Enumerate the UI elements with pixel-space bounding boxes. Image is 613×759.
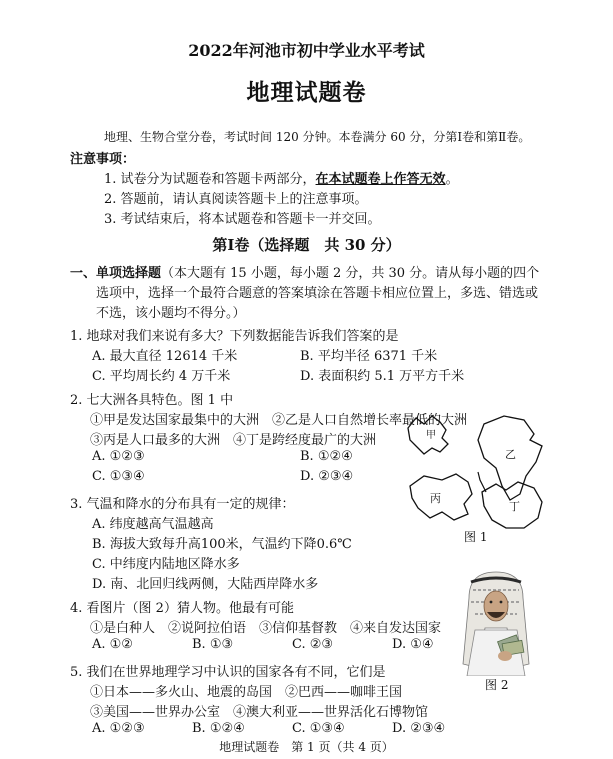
q1-option-a: A. 最大直径 12614 千米 xyxy=(92,349,238,364)
q4-option-d: D. ①④ xyxy=(392,637,434,652)
notes-item-1-text: 1. 试卷分为试题卷和答题卡两部分， xyxy=(104,172,316,187)
q2-option-a: A. ①②③ xyxy=(92,449,145,464)
q3-option-c: C. 中纬度内陆地区降水多 xyxy=(92,557,240,572)
q5-option-d: D. ②③④ xyxy=(392,721,446,736)
exam-title: 2022年河池市初中学业水平考试 xyxy=(188,41,425,60)
q2-option-d: D. ②③④ xyxy=(300,469,354,484)
exam-intro: 地理、生物合堂分卷，考试时间 120 分钟。本卷满分 60 分，分第Ⅰ卷和第Ⅱ卷。 xyxy=(104,130,531,144)
q2-statement-1: ①甲是发达国家最集中的大洲 ②乙是人口自然增长率最低的大洲 xyxy=(90,413,468,428)
q1-option-b: B. 平均半径 6371 千米 xyxy=(300,349,438,364)
q5-option-c: C. ①③④ xyxy=(292,721,345,736)
figure-2-person-photo xyxy=(455,568,537,676)
q2-statement-2: ③丙是人口最多的大洲 ④丁是跨经度最广的大洲 xyxy=(90,433,377,448)
notes-item-1-emphasis: 在本试题卷上作答无效 xyxy=(315,172,446,187)
q5-statement-2: ③美国——世界办公室 ④澳大利亚——世界活化石博物馆 xyxy=(90,705,429,720)
q5-stem: 5. 我们在世界地理学习中认识的国家各有不同，它们是 xyxy=(70,665,386,680)
figure-1-caption: 图 1 xyxy=(464,530,488,544)
part-heading-line xyxy=(70,262,539,281)
part-rule-3: 不选，该小题均不得分。） xyxy=(96,306,246,321)
figure-2-caption: 图 2 xyxy=(485,678,509,692)
label-bing: 丙 xyxy=(430,492,441,505)
notes-item-3: 3. 考试结束后，将本试题卷和答题卡一并交回。 xyxy=(104,212,381,227)
q3-option-b: B. 海拔大致每升高100米，气温约下降0.6℃ xyxy=(92,537,352,552)
q2-option-c: C. ①③④ xyxy=(92,469,145,484)
q1-option-d: D. 表面积约 5.1 万平方千米 xyxy=(300,369,465,384)
q2-stem: 2. 七大洲各具特色。图 1 中 xyxy=(70,393,234,408)
label-ding: 丁 xyxy=(509,500,520,513)
q4-stem: 4. 看图片（图 2）猜人物。他最有可能 xyxy=(70,601,294,616)
q4-option-c: C. ②③ xyxy=(292,637,334,652)
q3-stem: 3. 气温和降水的分布具有一定的规律： xyxy=(70,497,295,512)
q2-option-b: B. ①②④ xyxy=(300,449,353,464)
q4-option-a: A. ①② xyxy=(92,637,133,652)
q4-statements: ①是白种人 ②说阿拉伯语 ③信仰基督教 ④来自发达国家 xyxy=(90,621,442,636)
q3-option-d: D. 南、北回归线两侧，大陆西岸降水多 xyxy=(92,577,319,592)
paper-title: 地理试题卷 xyxy=(246,79,367,106)
q5-statement-1: ①日本——多火山、地震的岛国 ②巴西——咖啡王国 xyxy=(90,685,403,700)
label-jia: 甲 xyxy=(426,430,436,441)
continent-asia-outline xyxy=(410,474,472,520)
notes-heading: 注意事项： xyxy=(70,152,136,167)
section-title: 第Ⅰ卷（选择题 共 30 分） xyxy=(212,236,401,254)
q5-option-b: B. ①②④ xyxy=(192,721,245,736)
q1-stem: 1. 地球对我们来说有多大？下列数据能告诉我们答案的是 xyxy=(70,329,399,344)
q5-option-a: A. ①②③ xyxy=(92,721,145,736)
part-rule-1: （本大题有 15 小题，每小题 2 分，共 30 分。请从每小题的四个 xyxy=(161,266,540,281)
q3-option-a: A. 纬度越高气温越高 xyxy=(92,517,214,532)
q4-option-b: B. ①③ xyxy=(192,637,234,652)
label-yi: 乙 xyxy=(505,448,516,461)
part-rule-2: 选项中，选择一个最符合题意的答案填涂在答题卡相应位置上，多选、错选或 xyxy=(96,286,539,301)
notes-item-1-end: 。 xyxy=(445,172,459,187)
figure-1-continents xyxy=(402,410,552,542)
notes-item-2: 2. 答题前，请认真阅读答题卡上的注意事项。 xyxy=(104,192,368,207)
notes-item-1 xyxy=(104,168,459,187)
q1-option-c: C. 平均周长约 4 万千米 xyxy=(92,369,231,384)
page-footer: 地理试题卷 第 1 页（共 4 页） xyxy=(219,740,394,754)
part-heading: 一、单项选择题 xyxy=(70,266,162,281)
